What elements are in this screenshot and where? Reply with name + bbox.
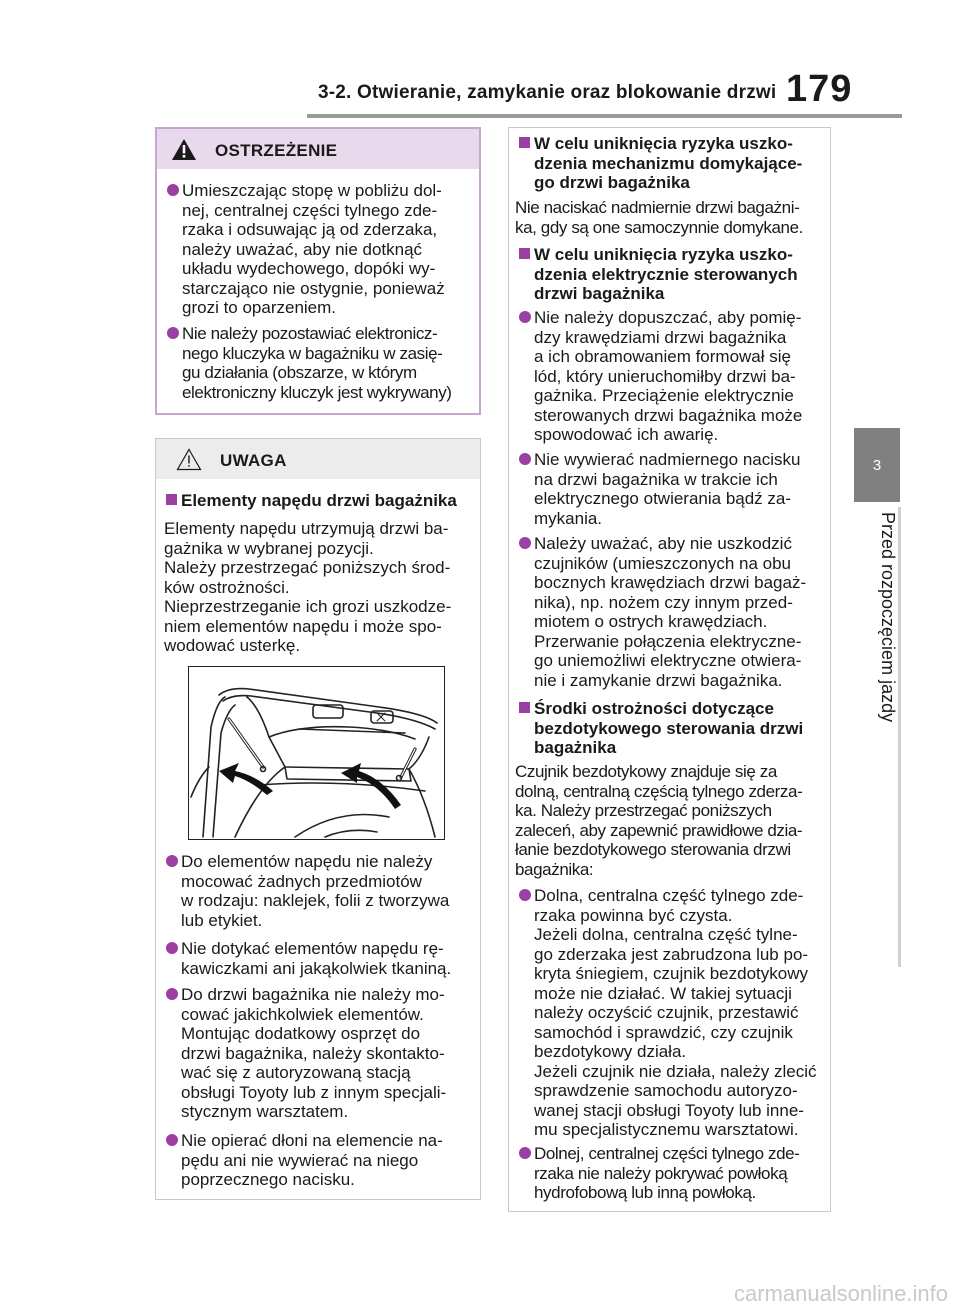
notice-bullet [166,939,476,978]
bullet-dot-icon [519,1147,531,1159]
right-paragraph-3: Czujnik bezdotykowy znajduje się za dolną, centralną częścią tylnego zderza- ka. Należy przestrzegać poniższych zaleceń, aby zapewnić prawidłowe dzia- łanie bezdotykowego sterowania drzwi bagażnika: [515,762,803,879]
header-divider [307,114,902,118]
notice-bullet-text: Nie opierać dłoni na elemencie na- pędu ani nie wywierać na niego poprzecznego nacisku. [181,1131,443,1189]
bullet-dot-icon [167,327,179,339]
warning-title: OSTRZEŻENIE [215,141,338,160]
heading-square-icon [519,702,530,713]
section-title: 3-2. Otwieranie, zamykanie oraz blokowanie drzwi [318,82,777,103]
bullet-dot-icon [519,453,531,465]
notice-intro: Elementy napędu utrzymują drzwi ba- gażnika w wybranej pozycji. Należy przestrzegać poniższych środ- ków ostrożności. Nieprzestrzeganie ich grozi uszkodze- niem elementów napędu i może spo- wodować usterkę. [164,519,452,655]
bullet-dot-icon [166,942,178,954]
page-number: 179 [786,68,853,110]
right-bullet-text: Nie wywierać nadmiernego nacisku na drzwi bagażnika w trakcie ich elektrycznego otwierania bądź za- mykania. [534,450,801,528]
notice-bullet [166,852,476,930]
right-bullet [519,308,827,445]
right-heading-2 [519,245,827,304]
right-bullet [519,450,827,528]
right-bullet [519,1144,827,1203]
notice-bullet [166,985,476,1122]
notice-bullet-text: Do drzwi bagażnika nie należy mo- cować jakichkolwiek elementów. Montując dodatkowy osprzęt do drzwi bagażnika, należy skontakto- wać się z autoryzowaną stacją obsługi Toyoty lub z innym specjali- stycznym warsztatem. [181,985,447,1121]
site-watermark: carmanualsonline.info [733,1281,948,1306]
bullet-dot-icon [166,988,178,1000]
warning-bullet [167,324,477,402]
bullet-dot-icon [167,184,179,196]
liftgate-illustration [188,666,445,840]
right-heading-1 [519,134,827,193]
right-bullet-text: Dolnej, centralnej części tylnego zde- rzaka nie należy pokrywać powłoką hydrofobową lub inną powłoką. [534,1144,800,1202]
right-info-box [508,127,831,1212]
notice-header [156,439,480,479]
right-paragraph-1: Nie naciskać nadmiernie drzwi bagażni- ka, gdy są one samoczynnie domykane. [515,198,803,237]
bullet-dot-icon [519,311,531,323]
heading-square-icon [519,137,530,148]
chapter-tab [854,428,900,502]
right-heading-3 [519,699,827,758]
bullet-dot-icon [519,889,531,901]
right-heading-1-text: W celu uniknięcia ryzyka uszko- dzenia mechanizmu domykające- go drzwi bagażnika [534,134,803,192]
warning-triangle-icon [171,138,197,161]
heading-square-icon [519,248,530,259]
right-heading-3-text: Środki ostrożności dotyczące bezdotykowego sterowania drzwi bagażnika [534,699,804,757]
warning-bullet-text: Nie należy pozostawiać elektronicz- nego kluczyka w bagażniku w zasię- gu działania (obszarze, w którym elektroniczny kluczyk jest wykrywany) [182,324,452,402]
heading-square-icon [166,494,177,505]
right-heading-2-text: W celu uniknięcia ryzyka uszko- dzenia elektrycznie sterowanych drzwi bagażnika [534,245,798,303]
notice-bullet-text: Nie dotykać elementów napędu rę- kawiczkami ani jakąkolwiek tkaniną. [181,939,452,978]
notice-bullet-text: Do elementów napędu nie należy mocować żadnych przedmiotów w rodzaju: naklejek, folii z tworzywa lub etykiet. [181,852,450,930]
warning-bullet-text: Umieszczając stopę w pobliżu dol- nej, centralnej części tylnego zde- rzaka i odsuwając ją od zderzaka, należy uważać, aby nie dotknąć układu wydechowego, dopóki wy- starczająco nie ostygnie, ponieważ grozi to oparzeniem. [182,181,445,317]
right-bullet [519,534,827,690]
chapter-number: 3 [872,456,882,474]
right-bullet-text: Nie należy dopuszczać, aby pomię- dzy krawędziami drzwi bagażnika a ich obramowaniem formował się lód, który unieruchomiłby drzwi ba- gażnika. Przeciążenie elektrycznie sterowanych drzwi bagażnika może spowodować ich awarię. [534,308,803,444]
bullet-dot-icon [166,855,178,867]
warning-box [155,127,481,415]
bullet-dot-icon [519,537,531,549]
right-bullet-text: Należy uważać, aby nie uszkodzić czujników (umieszczonych na obu bocznych krawędziach drzwi bagaż- nika), np. nożem czy innym przed- miotem o ostrych krawędziach. Przerwanie połączenia elektryczne- go uniemożliwi elektryczne otwiera- nie i zamykanie drzwi bagażnika. [534,534,807,690]
bullet-dot-icon [166,1134,178,1146]
notice-heading-text: Elementy napędu drzwi bagażnika [181,491,457,510]
notice-bullet [166,1131,476,1190]
chapter-divider [898,507,901,967]
right-bullet [519,886,827,1140]
notice-heading [166,491,476,511]
caution-triangle-icon [176,448,202,471]
notice-title: UWAGA [220,451,287,470]
liftgate-strut-drawing [189,667,443,838]
chapter-title: Przed rozpoczęciem jazdy [878,512,898,723]
right-bullet-text: Dolna, centralna część tylnego zde- rzaka powinna być czysta. Jeżeli dolna, centralna część tylne- go zderzaka jest zabrudzona lub po- kryta śniegiem, czujnik bezdotykowy może nie działać. W takiej sytuacji należy oczyścić czujnik, przestawić samochód i sprawdzić, czy czujnik bezdotykowy działa. Jeżeli czujnik nie działa, należy zlecić sprawdzenie samochodu autoryzo- wanej stacji obsługi Toyoty lub inne- mu specjalistycznemu warsztatowi. [534,886,817,1139]
warning-bullet [167,181,477,318]
